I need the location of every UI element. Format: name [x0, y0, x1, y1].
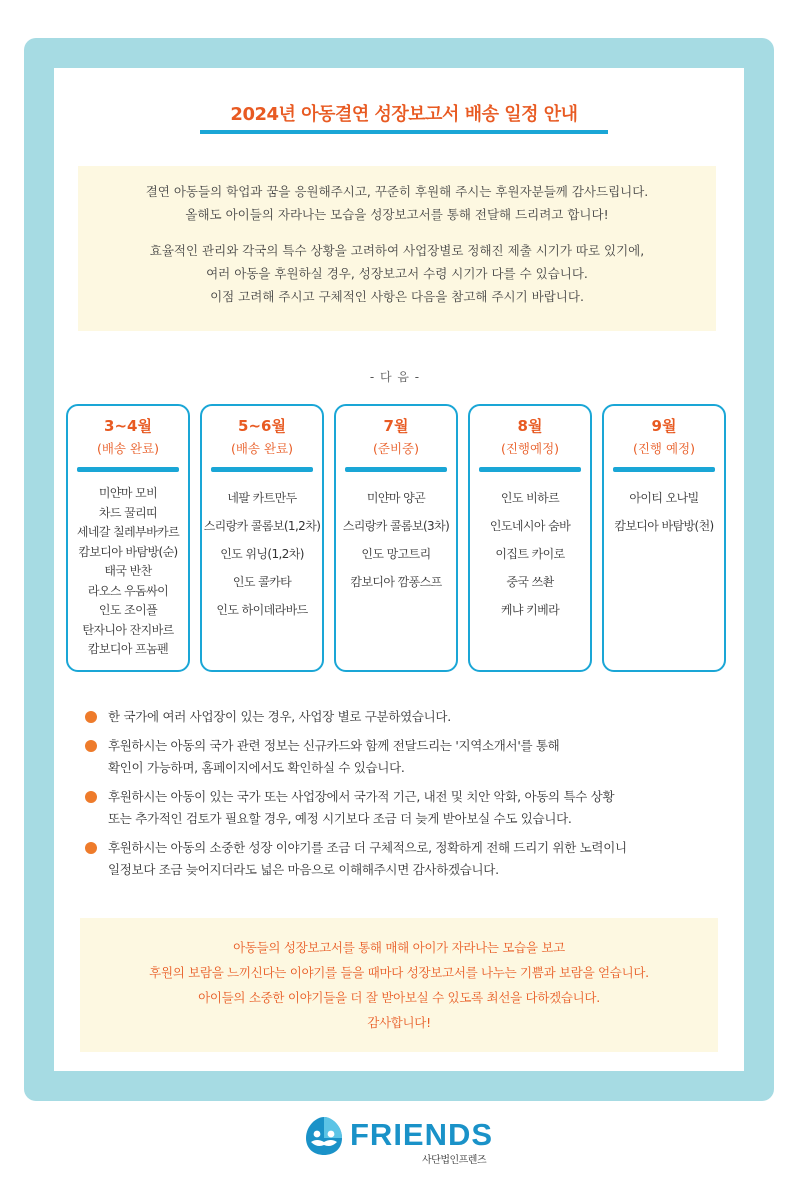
site-item: 세네갈 칠레부바카르 — [76, 525, 180, 539]
site-item: 인도 조이플 — [98, 603, 158, 617]
site-item: 인도 망고트리 — [361, 547, 431, 561]
site-item: 차드 꿀리띠 — [98, 505, 158, 520]
intro-box — [78, 166, 716, 331]
card-divider — [345, 467, 447, 472]
card-month: 3~4월 — [104, 417, 152, 435]
card-status: (배송 완료) — [230, 441, 294, 456]
schedule-card-mar-apr — [66, 404, 190, 672]
card-month: 9월 — [651, 417, 677, 435]
site-list — [68, 484, 188, 660]
card-month: 7월 — [383, 417, 409, 435]
site-list — [336, 484, 456, 596]
card-month: 8월 — [517, 417, 543, 435]
closing-box — [80, 918, 718, 1052]
logo-brand: FRIENDS — [350, 1117, 494, 1152]
intro-line: 이점 고려해 주시고 구체적인 사항은 다음을 참고해 주시기 바랍니다. — [210, 289, 584, 304]
bullet-icon — [85, 842, 97, 854]
site-item: 네팔 카트만두 — [227, 491, 297, 505]
note-item — [84, 706, 724, 728]
site-item: 스리랑카 콜롬보(3차) — [342, 519, 450, 533]
site-item: 아이티 오나빌 — [629, 491, 699, 505]
card-divider — [211, 467, 313, 472]
site-item: 캄보디아 깜퐁스프 — [350, 575, 442, 589]
card-status: (배송 완료) — [96, 441, 160, 456]
bullet-icon — [85, 711, 97, 723]
site-item: 미얀마 모비 — [98, 486, 158, 500]
note-line: 후원하시는 아동이 있는 국가 또는 사업장에서 국가적 기근, 내전 및 치안 악화, 아동의 특수 상황 — [108, 789, 615, 804]
card-month: 5~6월 — [238, 417, 286, 435]
note-item — [84, 735, 724, 779]
site-item: 이집트 카이로 — [495, 547, 565, 561]
site-item: 라오스 우돔싸이 — [87, 583, 169, 598]
site-item: 인도 위닝(1,2차) — [220, 547, 304, 561]
schedule-card-aug — [468, 404, 592, 672]
intro-line: 올해도 아이들의 자라나는 모습을 성장보고서를 통해 전달해 드리려고 합니다! — [185, 207, 609, 222]
site-list — [470, 484, 590, 624]
friends-logo — [302, 1114, 502, 1176]
page-title: 2024년 아동결연 성장보고서 배송 일정 안내 — [230, 104, 578, 125]
note-item — [84, 786, 724, 830]
site-item: 캄보디아 바탐방(순) — [78, 544, 178, 559]
closing-line: 아이들의 소중한 이야기들을 더 잘 받아보실 수 있도록 최선을 다하겠습니다. — [198, 990, 600, 1005]
card-divider — [77, 467, 179, 472]
note-line: 일정보다 조금 늦어지더라도 넓은 마음으로 이해해주시면 감사하겠습니다. — [108, 862, 499, 877]
closing-line: 감사합니다! — [367, 1015, 431, 1030]
site-item: 미얀마 양곤 — [366, 491, 426, 505]
daeum-heading: - 다 음 - — [369, 370, 421, 384]
notes-list — [84, 706, 724, 888]
schedule-card-may-jun — [200, 404, 324, 672]
card-status: (진행예정) — [500, 441, 560, 456]
intro-line: 효율적인 관리와 각국의 특수 상황을 고려하여 사업장별로 정해진 제출 시기가 따로 있기에, — [149, 243, 645, 258]
schedule-card-jul — [334, 404, 458, 672]
site-item: 인도 하이데라바드 — [216, 603, 308, 617]
site-list — [202, 484, 322, 624]
site-item: 인도네시아 숨바 — [489, 519, 571, 533]
note-line: 한 국가에 여러 사업장이 있는 경우, 사업장 별로 구분하였습니다. — [108, 709, 451, 724]
note-line: 후원하시는 아동의 국가 관련 정보는 신규카드와 함께 전달드리는 '지역소개서'를 통해 — [108, 738, 560, 753]
closing-line: 후원의 보람을 느끼신다는 이야기를 들을 때마다 성장보고서를 나누는 기쁨과 보람을 얻습니다. — [149, 965, 649, 980]
card-status: (준비중) — [373, 441, 419, 456]
site-item: 캄보디아 프놈펜 — [87, 642, 169, 656]
note-line: 후원하시는 아동의 소중한 성장 이야기를 조금 더 구체적으로, 정확하게 전해 드리기 위한 노력이니 — [108, 840, 627, 855]
closing-line: 아동들의 성장보고서를 통해 매해 아이가 자라나는 모습을 보고 — [233, 940, 565, 955]
card-divider — [479, 467, 581, 472]
intro-line: 결연 아동들의 학업과 꿈을 응원해주시고, 꾸준히 후원해 주시는 후원자분들께 감사드립니다. — [145, 184, 649, 199]
note-item — [84, 837, 724, 881]
site-item: 중국 쓰촨 — [506, 575, 554, 589]
bullet-icon — [85, 791, 97, 803]
site-item: 캄보디아 바탐방(천) — [614, 519, 714, 533]
friends-logo-icon — [302, 1114, 346, 1158]
card-divider — [613, 467, 715, 472]
intro-line: 여러 아동을 후원하실 경우, 성장보고서 수령 시기가 다를 수 있습니다. — [206, 266, 588, 281]
note-line: 확인이 가능하며, 홈페이지에서도 확인하실 수 있습니다. — [108, 760, 405, 775]
logo-subtitle: 사단법인프렌즈 — [422, 1155, 487, 1166]
site-item: 인도 콜카타 — [232, 575, 292, 589]
schedule-cards — [66, 404, 730, 676]
card-status: (진행 예정) — [632, 441, 696, 456]
bullet-icon — [85, 740, 97, 752]
title-underline — [200, 130, 608, 134]
schedule-card-sep — [602, 404, 726, 672]
site-item: 인도 비하르 — [500, 491, 560, 505]
site-item: 스리랑카 콜롬보(1,2차) — [203, 519, 321, 533]
site-list — [604, 484, 724, 540]
note-line: 또는 추가적인 검토가 필요할 경우, 예정 시기보다 조금 더 늦게 받아보실 수도 있습니다. — [108, 811, 572, 826]
site-item: 태국 반찬 — [104, 564, 152, 578]
site-item: 탄자니아 잔지바르 — [82, 622, 174, 637]
site-item: 케냐 키베라 — [500, 603, 560, 617]
